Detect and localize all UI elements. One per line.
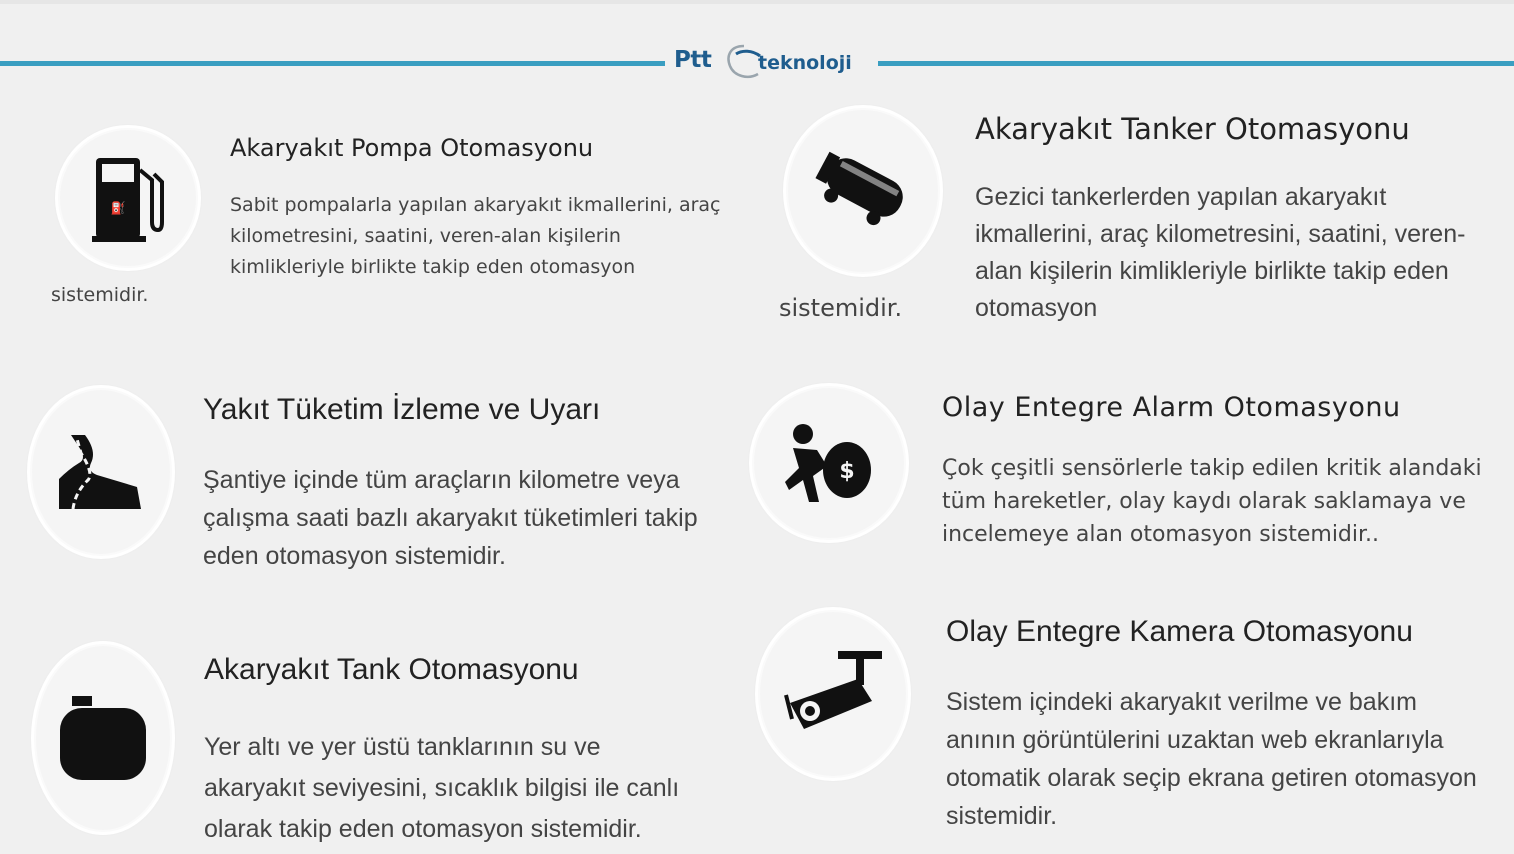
feature-title: Olay Entegre Alarm Otomasyonu	[942, 392, 1401, 423]
feature-title: Akaryakıt Tanker Otomasyonu	[975, 112, 1410, 146]
ptt-teknoloji-logo	[672, 42, 872, 82]
security-camera-icon	[784, 649, 882, 739]
svg-text:$: $	[839, 459, 855, 484]
feature-description: Yer altı ve yer üstü tanklarının su ve akaryakıt seviyesini, sıcaklık bilgisi ile canlı olarak takip eden otomasyon sistemidir.	[204, 733, 680, 843]
svg-text:⛽: ⛽	[110, 201, 126, 215]
fuel-pump-icon-circle	[58, 128, 198, 268]
top-strip	[0, 0, 1514, 4]
logo-teknoloji-text: teknoloji	[758, 52, 852, 74]
fuel-pump-icon	[90, 152, 166, 244]
road-icon-circle	[30, 388, 172, 556]
feature-description-tail: sistemidir.	[51, 284, 149, 306]
road-icon	[57, 433, 145, 511]
storage-tank-icon	[58, 694, 148, 782]
feature-description: Sabit pompalarla yapılan akaryakıt ikmallerini, araç kilometresini, saatini, veren-alan kişilerin kimlikleriyle birlikte takip eden otomasyon	[230, 194, 721, 278]
storage-tank-icon-circle	[34, 644, 172, 832]
tanker-truck-icon	[809, 142, 917, 240]
feature-description: Şantiye içinde tüm araçların kilometre veya çalışma saati bazlı akaryakıt tüketimleri takip eden otomasyon sistemidir.	[203, 466, 698, 570]
feature-title: Akaryakıt Tank Otomasyonu	[204, 653, 579, 686]
header-rule-right	[878, 61, 1514, 66]
security-camera-icon-circle	[758, 610, 908, 778]
tanker-truck-icon-circle	[786, 108, 940, 274]
thief-money-bag-icon-circle	[752, 386, 906, 540]
feature-description: Çok çeşitli sensörlerle takip edilen kritik alandaki tüm hareketler, olay kaydı olarak saklamaya ve incelemeye alan otomasyon sistemidir..	[942, 456, 1482, 547]
feature-title: Yakıt Tüketim İzleme ve Uyarı	[203, 393, 601, 426]
feature-title: Olay Entegre Kamera Otomasyonu	[946, 615, 1413, 648]
thief-money-bag-icon	[783, 420, 875, 506]
feature-description-tail: sistemidir.	[779, 294, 903, 322]
header-rule-left	[0, 61, 665, 66]
feature-description: Sistem içindeki akaryakıt verilme ve bakım anının görüntülerini uzaktan web ekranlarıyla otomatik olarak seçip ekrana getiren otomasyon sistemidir.	[946, 688, 1477, 830]
logo-ptt-text: Ptt	[674, 47, 712, 73]
feature-title: Akaryakıt Pompa Otomasyonu	[230, 134, 594, 162]
feature-description: Gezici tankerlerden yapılan akaryakıt ikmallerini, araç kilometresini, saatini, veren-alan kişilerin kimlikleriyle birlikte takip eden otomasyon	[975, 183, 1466, 322]
